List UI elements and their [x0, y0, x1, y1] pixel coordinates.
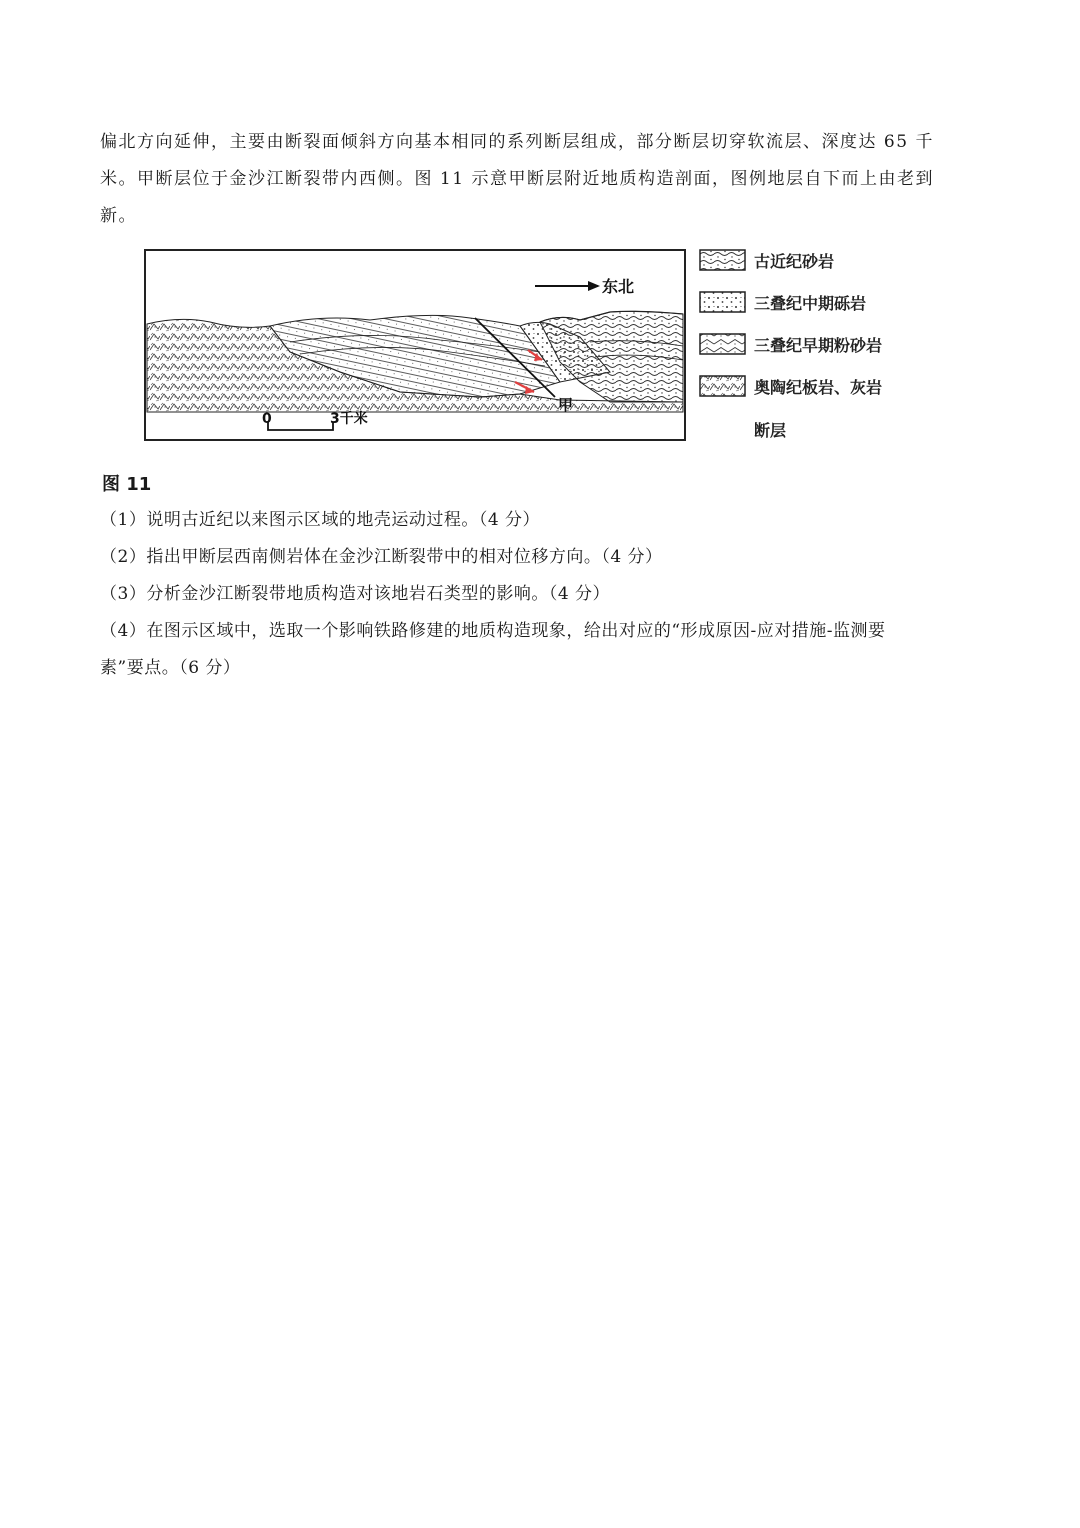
question-2: （2）指出甲断层西南侧岩体在金沙江断裂带中的相对位移方向。（4 分）	[100, 547, 663, 567]
legend	[700, 250, 882, 440]
intro-paragraph	[100, 124, 984, 235]
intro-line-1: 偏北方向延伸，主要由断裂面倾斜方向基本相同的系列断层组成，部分断层切穿软流层、深度达 65 千	[100, 132, 934, 152]
intro-line-3: 新。	[100, 206, 137, 226]
question-3: （3）分析金沙江断裂带地质构造对该地岩石类型的影响。（4 分）	[100, 584, 611, 604]
question-1: （1）说明古近纪以来图示区域的地壳运动过程。（4 分）	[100, 510, 541, 530]
legend-label-lower-triassic: 三叠纪早期粉砂岩	[754, 336, 883, 355]
scale-start-label: 0	[262, 411, 272, 427]
legend-swatch-middle-triassic	[700, 292, 745, 312]
geologic-cross-section-figure	[140, 242, 940, 452]
question-list	[100, 502, 984, 687]
intro-line-2: 米。甲断层位于金沙江断裂带内西侧。图 11 示意甲断层附近地质构造剖面，图例地层自下而上由老到	[100, 169, 934, 189]
legend-swatch-paleogene	[700, 250, 745, 270]
legend-swatch-ordovician	[700, 376, 745, 396]
question-4-line-1: （4）在图示区域中，选取一个影响铁路修建的地质构造现象，给出对应的“形成原因-应对措施-监测要	[100, 621, 886, 641]
question-4-line-2: 素”要点。（6 分）	[100, 658, 241, 678]
direction-label: 东北	[602, 277, 635, 296]
fault-label: 甲	[558, 396, 574, 414]
cross-section-svg	[140, 242, 940, 452]
figure-caption: 图 11	[102, 474, 152, 495]
legend-swatch-lower-triassic	[700, 334, 745, 354]
legend-label-ordovician: 奥陶纪板岩、灰岩	[754, 378, 883, 397]
scale-end-label: 3千米	[330, 411, 368, 427]
legend-label-fault: 断层	[754, 421, 787, 440]
legend-label-paleogene: 古近纪砂岩	[754, 252, 835, 271]
legend-label-middle-triassic: 三叠纪中期砾岩	[754, 294, 867, 313]
